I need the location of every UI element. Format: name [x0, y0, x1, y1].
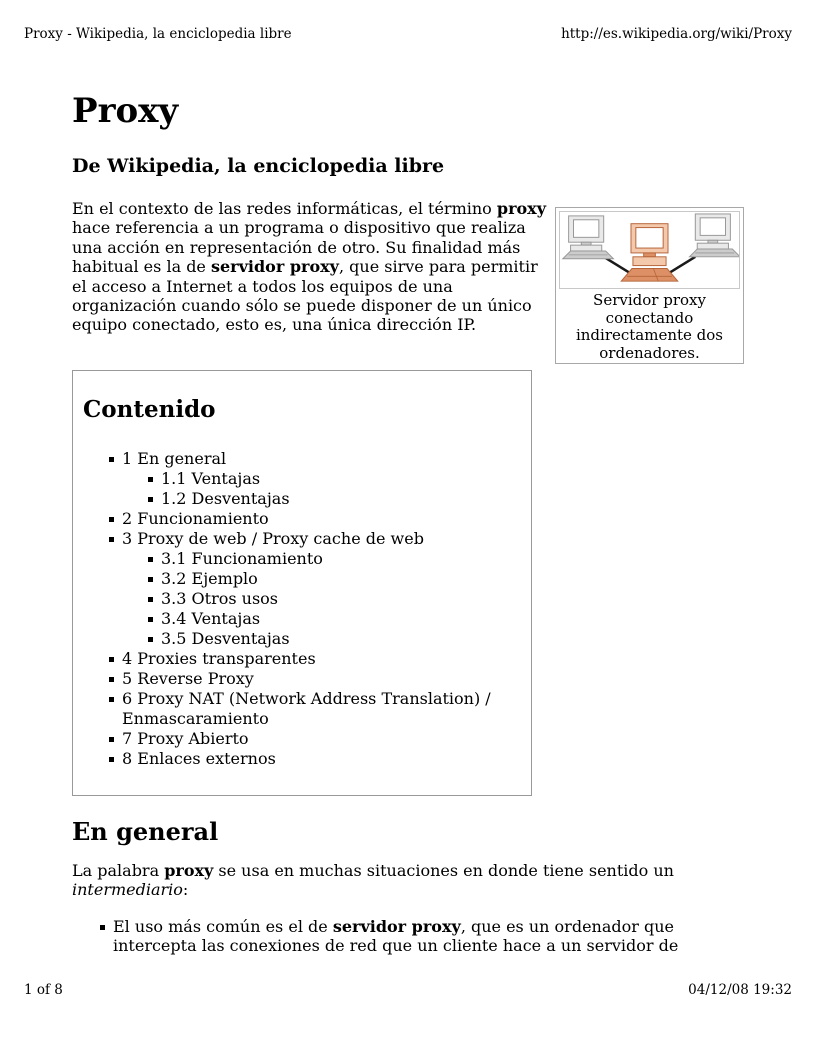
intro-row	[72, 199, 744, 364]
square-bullet-icon	[148, 497, 153, 502]
square-bullet-icon	[109, 737, 114, 742]
section-bullet-list	[72, 917, 744, 956]
toc-item	[148, 549, 572, 569]
page-header	[24, 26, 792, 42]
toc-item	[109, 509, 533, 529]
square-bullet-icon	[109, 457, 114, 462]
toc-item-label: 8 Enlaces externos	[122, 749, 276, 768]
article-content	[72, 93, 744, 956]
toc-item-label: 3 Proxy de web / Proxy cache de web	[122, 529, 424, 548]
square-bullet-icon	[148, 577, 153, 582]
toc-heading: Contenido	[83, 396, 216, 423]
toc-item-label: 2 Funcionamiento	[122, 509, 269, 528]
toc-item	[109, 649, 533, 669]
square-bullet-icon	[109, 517, 114, 522]
proxy-computer-icon	[621, 224, 678, 281]
article-subtitle: De Wikipedia, la enciclopedia libre	[72, 155, 445, 177]
square-bullet-icon	[109, 657, 114, 662]
toc-item-label: 7 Proxy Abierto	[122, 729, 249, 748]
toc-item	[109, 449, 533, 469]
square-bullet-icon	[100, 925, 105, 930]
toc-item-label: 3.5 Desventajas	[161, 629, 290, 648]
section-heading: En general	[72, 817, 219, 846]
list-item-text: El uso más común es el de servidor proxy, que es un ordenador que intercepta las conexiones de red que un cliente hace a un servidor de	[113, 916, 679, 956]
header-document-title: Proxy - Wikipedia, la enciclopedia libre	[24, 26, 292, 42]
toc-item	[148, 489, 572, 509]
connection-line-right	[670, 257, 695, 273]
toc-item	[109, 689, 533, 729]
toc-item-label: 4 Proxies transparentes	[122, 649, 316, 668]
toc-item	[148, 469, 572, 489]
toc-item	[148, 569, 572, 589]
figure-caption: Servidor proxy conectando indirectamente dos ordenadores.	[575, 291, 724, 362]
toc-item-label: 1 En general	[122, 449, 227, 468]
intro-paragraph: En el contexto de las redes informáticas, el término proxy hace referencia a un programa o dispositivo que realiza una acción en representación de otro. Su finalidad más habitual es la de servidor proxy, que sirve para permitir el acceso a Internet a todos los equipos de una organización cuando sólo se puede disponer de un único equipo conectado, esto es, una única dirección IP.	[72, 199, 547, 335]
square-bullet-icon	[148, 637, 153, 642]
square-bullet-icon	[148, 557, 153, 562]
toc-item-label: 1.2 Desventajas	[161, 489, 290, 508]
article-title: Proxy	[72, 91, 179, 131]
square-bullet-icon	[148, 597, 153, 602]
section-lead-paragraph: La palabra proxy se usa en muchas situaciones en donde tiene sentido un intermediario:	[72, 861, 674, 900]
toc-item	[109, 749, 533, 769]
toc-item-label: 3.4 Ventajas	[161, 609, 261, 628]
table-of-contents	[72, 370, 532, 796]
square-bullet-icon	[109, 677, 114, 682]
footer-timestamp: 04/12/08 19:32	[688, 982, 792, 998]
toc-item-label: 3.2 Ejemplo	[161, 569, 258, 588]
client-computer-icon-left	[563, 216, 614, 259]
figure-box	[555, 207, 744, 364]
toc-item	[148, 629, 572, 649]
list-item	[100, 917, 744, 956]
footer-page-number: 1 of 8	[24, 982, 63, 998]
toc-item-label: 3.3 Otros usos	[161, 589, 279, 608]
square-bullet-icon	[109, 757, 114, 762]
square-bullet-icon	[109, 537, 114, 542]
page-footer	[24, 982, 792, 998]
toc-item-label: 5 Reverse Proxy	[122, 669, 254, 688]
toc-list	[83, 449, 521, 769]
client-computer-icon-right	[689, 214, 739, 257]
square-bullet-icon	[148, 477, 153, 482]
header-url: http://es.wikipedia.org/wiki/Proxy	[561, 26, 792, 42]
proxy-diagram-image	[559, 211, 740, 289]
square-bullet-icon	[148, 617, 153, 622]
proxy-network-illustration	[560, 212, 739, 288]
toc-item	[109, 729, 533, 749]
toc-item	[109, 669, 533, 689]
toc-item	[109, 529, 533, 549]
toc-item-label: 1.1 Ventajas	[161, 469, 261, 488]
toc-item	[148, 609, 572, 629]
square-bullet-icon	[109, 697, 114, 702]
toc-item-label: 3.1 Funcionamiento	[161, 549, 323, 568]
toc-item-label: 6 Proxy NAT (Network Address Translation) / Enmascaramiento	[122, 689, 491, 728]
toc-item	[148, 589, 572, 609]
